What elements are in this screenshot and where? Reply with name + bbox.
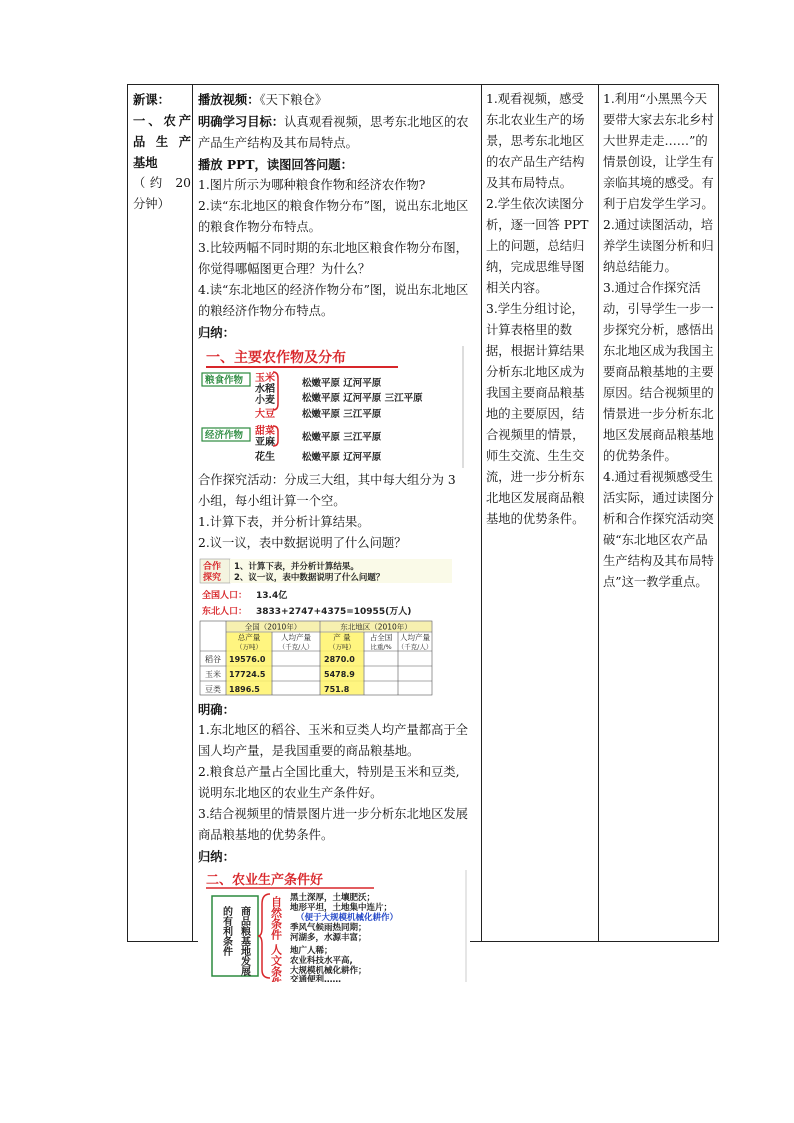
design-intent-column	[603, 89, 715, 593]
clear-item: 1.东北地区的稻谷、玉米和豆类人均产量都高于全国人均产量，是我国重要的商品粮基地。	[198, 723, 468, 758]
crop-places: 松嫩平原 辽河平原	[302, 378, 382, 389]
lesson-table	[127, 84, 719, 982]
section-label: 新课：	[133, 92, 170, 107]
table-header-ne: 东北地区（2010年）	[340, 622, 412, 632]
conditions-left-label: 的有利条件	[220, 906, 232, 956]
col-header-unit: （千克/人）	[278, 643, 314, 651]
nat-total-value: 1896.5	[229, 685, 260, 694]
student-activity-item: 3.学生分组讨论，计算表格里的数据，根据计算结果分析东北地区成为我国主要商品粮基地的主要原因，结合视频里的情景，师生交流、生生交流，进一步分析东北地区发展商品粮基地的优势条件。	[486, 302, 585, 526]
student-activity-item: 1.观看视频，感受东北农业生产的场景，思考东北地区的农产品生产结构及其布局特点。	[486, 92, 585, 190]
crop-distribution-graphic	[198, 346, 470, 468]
section-title: 品 生 产	[133, 134, 191, 149]
video-name: 《天下粮仓》	[259, 93, 328, 107]
crop-places: 松嫩平原 辽河平原	[302, 452, 382, 463]
natural-label: 自然条件	[269, 896, 283, 940]
table-header-national: 全国（2010年）	[244, 622, 302, 632]
section-duration: （约 20	[133, 176, 191, 190]
conditions-slide	[198, 870, 470, 982]
human-item: 农业科技水平高,	[290, 956, 353, 966]
col-header: 产 量	[333, 633, 351, 642]
design-intent-item: 3.通过合作探究活动，引导学生一步一步探究分析，感悟出东北地区成为我国主要商品粮基地的主要原因。结合视频里的情景进一步分析东北地区发展商品粮基地的优势条件。	[603, 281, 714, 463]
section-column	[133, 89, 191, 215]
natural-item: 季风气候雨热同期；	[290, 923, 367, 933]
slide3-title: 二、农业生产条件好	[206, 873, 324, 888]
clear-item: 2.粮食总产量占全国比重大，特别是玉米和豆类,说明东北地区的农业生产条件好。	[198, 765, 460, 800]
video-label: 播放视频：	[198, 92, 260, 107]
grain-label: 粮食作物	[205, 375, 244, 386]
col-header-unit: 比重/%	[370, 643, 392, 651]
clear-item: 3.结合视频里的情景图片进一步分析东北地区发展商品粮基地的优势条件。	[198, 807, 468, 842]
crop-name: 小麦	[255, 395, 275, 406]
col-header-unit: （万吨）	[329, 643, 355, 651]
crop-places: 松嫩平原 辽河平原 三江平原	[302, 393, 423, 404]
col-header: 占全国	[369, 633, 393, 642]
question-item: 4.读“东北地区的经济作物分布”图，说出东北地区的粮经济作物分布特点。	[198, 283, 469, 318]
section-title: 基地	[133, 155, 158, 170]
pop-national-value: 13.4亿	[256, 591, 288, 601]
crop-name: 水稻	[255, 384, 275, 395]
section-title: 一、农产	[133, 113, 191, 128]
conditions-left-label: 商品粮基地发展	[238, 906, 250, 976]
nat-total-value: 17724.5	[229, 670, 266, 679]
teaching-content-column	[198, 89, 471, 984]
crop-places: 松嫩平原 三江平原	[302, 409, 382, 420]
slide2-tag: 探究	[203, 573, 222, 583]
human-label: 人文条件	[269, 944, 283, 982]
ne-prod-value: 751.8	[324, 685, 350, 694]
crop-places: 松嫩平原 三江平原	[302, 432, 382, 443]
grain-data-slide	[198, 557, 458, 697]
question-item: 2.读“东北地区的粮食作物分布”图，说出东北地区的粮食作物分布特点。	[198, 199, 469, 234]
pop-ne-value: 3833+2747+4375=10955(万人)	[256, 607, 412, 617]
human-item: 交通便利……	[290, 975, 342, 982]
natural-item: 河湖多，水源丰富；	[290, 933, 367, 943]
summary-label: 归纳：	[198, 849, 235, 864]
ppt-label: 播放 PPT，读图回答问题：	[198, 157, 353, 172]
col-header: 人均产量	[281, 633, 311, 642]
ne-prod-value: 5478.9	[324, 670, 355, 679]
coop-text: 合作探究活动：分成三大组，其中每大组分为 3 小组，每小组计算一个空。	[198, 473, 460, 508]
row-crop: 稻谷	[205, 655, 221, 664]
summary-label: 归纳：	[198, 325, 235, 340]
row-crop: 玉米	[205, 670, 221, 679]
pop-ne-label: 东北人口：	[202, 607, 248, 617]
pop-national-label: 全国人口：	[202, 591, 248, 601]
slide1-title: 一、主要农作物及分布	[206, 350, 346, 366]
col-header-unit: （万吨）	[236, 643, 262, 651]
natural-item: 黑土深厚，土壤肥沃；	[290, 893, 376, 903]
col-header: 总产量	[237, 633, 261, 642]
ne-prod-value: 2870.0	[324, 655, 355, 664]
grain-data-graphic	[198, 557, 458, 697]
student-activity-item: 2.学生依次读图分析，逐一回答 PPT 上的问题，总结归纳，完成思维导图相关内容。	[486, 197, 593, 295]
natural-item: （便于大规模机械化耕作）	[296, 913, 399, 923]
column-divider	[481, 85, 482, 941]
nat-total-value: 19576.0	[229, 655, 266, 664]
goal-label: 明确学习目标：	[198, 114, 285, 129]
question-item: 3.比较两幅不同时期的东北地区粮食作物分布图，你觉得哪幅图更合理？为什么？	[198, 241, 468, 276]
row-crop: 豆类	[205, 685, 221, 694]
crop-distribution-slide	[198, 346, 470, 468]
natural-item: 地形平坦，土地集中连片；	[290, 903, 393, 913]
slide2-tag: 合作	[203, 562, 222, 572]
column-divider	[192, 85, 193, 941]
col-header: 人均产量	[400, 633, 430, 642]
clear-label: 明确：	[198, 702, 235, 717]
col-header-unit: （千克/人）	[397, 643, 433, 651]
question-item: 1.图片所示为哪种粮食作物和经济农作物?	[198, 178, 426, 192]
coop-item: 1.计算下表，并分析计算结果。	[198, 515, 370, 529]
coop-item: 2.议一议，表中数据说明了什么问题？	[198, 536, 407, 550]
student-activity-column	[486, 89, 592, 530]
econ-label: 经济作物	[205, 430, 244, 441]
crop-name: 甜菜	[255, 426, 275, 437]
section-duration: 分钟）	[133, 197, 170, 211]
crop-name: 玉米	[255, 373, 275, 384]
slide2-task: 1、计算下表，并分析计算结果。	[234, 562, 359, 572]
crop-name: 大豆	[255, 409, 275, 420]
goal-text: 认真观看视频，思考东北地区的农产品生产结构及其布局特点。	[198, 115, 469, 150]
column-divider	[598, 85, 599, 941]
design-intent-item: 4.通过看视频感受生活实际，通过读图分析和合作探究活动突破“东北地区农产品生产结构及其布局特点”这一教学重点。	[603, 470, 714, 589]
design-intent-item: 1.利用“小黑黑今天要带大家去东北乡村大世界走走……”的情景创设，让学生有亲临其境的感受。有利于启发学生学习。	[603, 92, 714, 211]
human-item: 地广人稀；	[290, 946, 333, 956]
design-intent-item: 2.通过读图活动，培养学生读图分析和归纳总结能力。	[603, 218, 714, 274]
crop-name: 亚麻	[255, 437, 275, 448]
crop-name: 花生	[255, 452, 275, 463]
human-item: 大规模机械化耕作；	[290, 966, 367, 976]
conditions-graphic	[198, 870, 470, 982]
slide2-task: 2、议一议，表中数据说明了什么问题？	[234, 573, 385, 583]
